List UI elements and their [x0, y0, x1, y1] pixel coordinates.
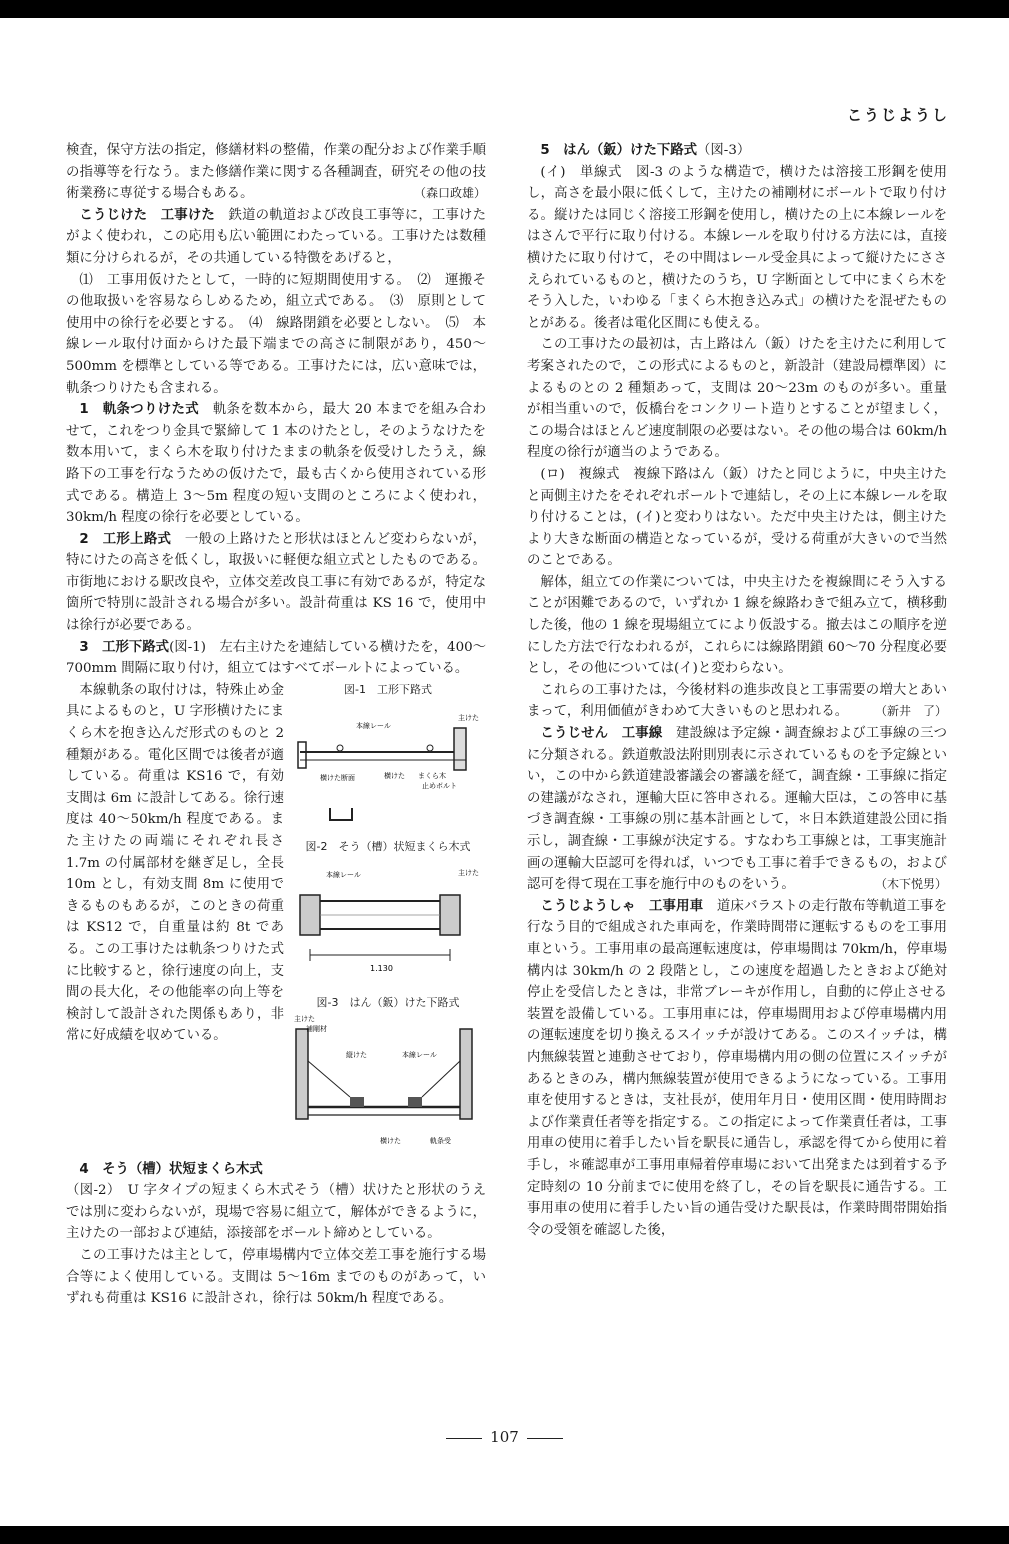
right-column — [527, 140, 947, 1241]
entry-heading: こうじようしゃ 工事用車 — [540, 898, 704, 914]
figure-label: 主けた — [458, 869, 479, 878]
section-5-history: この工事けたの最初は，古上路はん（鈑）けたを主けたに利用して考案されたので，この形式によるものと，新設計（建設局標準図）によるものとの 2 種類あって，支間は 20～23m のものが多い。重量が相当重いので，仮橋台をコンクリート造りとすることが望ましく，この場合はほとんど速度制限の必要はない。その他の場合は 60km/h 程度の徐行が適当のようである。 — [527, 337, 947, 461]
section-1: 1 軌条つりけた式 軌条を数本から，最大 20 本までを組み合わせて，これをつり金具で緊締して 1 本のけたとし，そのようなけたを数本用いて，まくら木を取り付けたままの軌条を仮受けしたうえ，線路下の工事を行なうための仮けたで，最も古くから使用されている形式である。構造上 3～5m 程度の短い支間のところによく使われ，30km/h 程度の徐行を必要としている。 — [66, 402, 486, 526]
section-5: 5 はん（鈑）けた下路式（図-3） — [540, 143, 751, 158]
dimension-label: 1.130 — [370, 964, 393, 974]
figure-label: 本線レール — [326, 871, 361, 880]
figure-label: 止めボルト — [422, 781, 457, 790]
author-signature: （木下悦男） — [874, 877, 947, 892]
paragraph: 検査，保守方法の指定，修繕材料の整備，作業の配分および作業手順の指導等を行なう。また修繕作業に関する各種調査，研究その他の技術業務に専従する場合もある。 （森口政雄） — [66, 140, 486, 205]
section-4-body: （図-2） U 字タイプの短まくら木式そう（槽）状けたと形状のうえでは別に変わらないが，現場で容易に組立て，解体ができるように，主けたの一部および連結，添接部をボールト締めとしている。 — [66, 1183, 486, 1242]
author-signature: （新井 了） — [874, 704, 947, 719]
figure-label: 補剛材 — [306, 1025, 327, 1034]
figure-label: 本線レール — [402, 1051, 437, 1060]
figure-label: 横けた断面 — [320, 773, 355, 782]
author-signature: （森口政雄） — [413, 186, 486, 201]
figure-1-caption: 図-1 工形下路式 — [344, 682, 432, 696]
figure-label: 横けた — [380, 1137, 401, 1146]
section-5-double-track: (ロ) 複線式 複線下路はん（鈑）けたと同じように，中央主けたと両側主けたをそれぞれボールトで連結し，その上に本線レールを取り付けることは，(イ)と変わりはない。ただ中央主けたは，側主けたより大きな断面の構造となっているが，受ける荷重が大きいので当然のことである。 — [527, 466, 947, 569]
section-3: 3 工形下路式(図-1) 左右主けたを連結している横けたを，400～700mm 間隔に取り付け，組立てはすべてボールトによっている。 — [66, 639, 487, 677]
figure-label: 横けた — [384, 771, 405, 780]
section-5-single-track: (イ) 単線式 図-3 のような構造で，横けたは溶接工形鋼を使用し，高さを最小限に低くして，主けたの補剛材にボールトで取り付ける。縦けたは同じく溶接工形鋼を使用し，横けたの上に本線レールをはさんで平行に取り付ける。本線レールを取り付ける方法には，直接横けたに取り付けて，その中間はレール受金具によって縦けたにささえられているものと，横けたのうち，U 字断面として中にまくら木をそう入した，いわゆる「まくら木抱き込み式」の横けたを混ぜたものとがある。後者は電化区間にも使える。 — [527, 164, 947, 331]
figure-3-diagram — [290, 1011, 486, 1151]
figure-2-diagram — [290, 855, 486, 985]
left-column — [66, 140, 486, 1310]
section-5-assembly: 解体，組立ての作業については，中央主けたを複線間にそう入することが困難であるので，いずれか 1 線を線路わきで組み立て，横移動した後，他の 1 線を現場組立てにより仮設する。撤去はこの順序を逆にした方法で行なわれるが，これらには線路閉鎖 60～70 分程度必要とし，その他については(イ)と変わらない。 — [527, 574, 947, 677]
feature-list: ⑴ 工事用仮けたとして，一時的に短期間使用する。 ⑵ 運搬その他取扱いを容易ならしめるため，組立式である。 ⑶ 原則として使用中の徐行を必要とする。 ⑷ 線路閉鎖を必要としない。 ⑸ 本線レール取付け面からけた最下端までの高さに制限があり，450～500mm を標準としている等である。工事けたには，広い意味では，軌条つりけたも含まれる。 — [66, 272, 486, 396]
entry-koujisen: こうじせん 工事線 建設線は予定線・調査線および工事線の三つに分類される。鉄道敷設法附則別表に示されているものを予定線といい，この中から鉄道建設審議会の審議を経て，調査線・工事線に指定の建議がなされ，運輸大臣に答申される。運輸大臣は，この答申に基づき調査線・工事線の別に基本計画として，＊日本鉄道建設公団に指示し，調査線・工事線が決定する。すなわち工事線とは，工事実施計画の運輸大臣認可を得れば，いつでも工事に着手できるもの，および認可を得て現在工事を施行中のものをいう。 （木下悦男） — [527, 723, 947, 896]
figure-label: 軌条受 — [430, 1137, 451, 1146]
page-number: 107 — [0, 1428, 1009, 1446]
entry-heading: こうじけた 工事けた — [79, 207, 215, 223]
figure-3-caption: 図-3 はん（鈑）けた下路式 — [316, 996, 460, 1010]
entry-koujiketa: こうじけた 工事けた 鉄道の軌道および改良工事等に，工事けたがよく使われ，この応用も広い範囲にわたっている。工事けたは数種類に分けられるが，その共通している特徴をあげると， — [66, 207, 487, 266]
entry-heading: こうじせん 工事線 — [540, 726, 663, 742]
top-border — [0, 0, 1009, 18]
section-4-continued: この工事けたは主として，停車場構内で立体交差工事を施行する場合等によく使用している。支間は 5～16m までのものがあって，いずれも荷重は KS16 に設計され，徐行は 50km/h 程度である。 — [66, 1248, 486, 1307]
figure-2-caption: 図-2 そう（槽）状短まくら木式 — [305, 840, 471, 854]
figure-label: 主けた — [458, 713, 479, 722]
section-3-continued: 本線軌条の取付けは，特殊止め金具によるものと，U 字形横けたにまくら木を抱き込んだ形式のものと 2 種類がある。電化区間では後者が適している。荷重は KS16 で，有効支間は 6m に設計してある。徐行速度は 40～50km/h 程度である。また主けたの両端にそれぞれ長さ 1.7m の付属部材を継ぎ足し，全長 10m とし，有効支間 8m に使用できるものもあるが，このときの荷重は KS12 で，自重量は約 8t である。この工事けたは軌条つりけた式に比較すると，徐行速度の向上，支間の長大化，その他能率の向上等を検討して設計された関係もあり，非常に好成績を収めている。 — [66, 682, 284, 1044]
running-header: こうじようし — [846, 106, 949, 124]
figure-1-diagram — [290, 698, 486, 830]
entry-koujiyousha: こうじようしゃ 工事用車 道床バラストの走行散布等軌道工事を行なう目的で組成された車両を，作業時間帯に運転するものを工事用車という。工事用車の最高運転速度は，停車場間は 70km/h，停車場構内は 30km/h の 2 段階とし，この速度を超過したときおよび絶対停止を受信したときは，非常ブレーキが作用し，自動的に停止させる装置を設備している。工事用車には，停車場間用および停車場構内用の運転速度を切り換えるスイッチが設けてある。このスイッチは，構内無線装置と連動させており，停車場構内用の側の位置にスイッチがあるときのみ，構内無線装置が使用できるようになっている。工事用車を使用するときは，支社長が，使用年月日・使用区間・使用時間および作業責任者等を指定する。この指定によって作業責任者は，工事用車の使用に着手したい旨を駅長に通告し，承認を得てから使用に着手し，＊確認車が工事用車帰着停車場において出発または到着する予定時刻の 10 分前までに使用を終了し，その旨を駅長に通告する。工事用車の使用に着手したい旨の通告受けた駅長は，作業時間帯開始指令の受領を確認した後， — [527, 898, 947, 1238]
figure-label: まくら木 — [418, 771, 446, 780]
figure-label: 本線レール — [356, 721, 391, 730]
figures-column — [290, 680, 486, 1159]
section-5-summary: これらの工事けたは，今後材料の進歩改良と工事需要の増大とあいまって，利用価値がきわめて大きいものと思われる。 （新井 了） — [527, 680, 947, 723]
section-2: 2 工形上路式 一般の上路けたと形状はほとんど変わらないが，特にけたの高さを低くし，取扱いに軽便な組立式としたものである。市街地における駅改良や，立体交差改良工事に有効であるが，特定な箇所で特別に設計される場合が多い。設計荷重は KS 16 で，使用中は徐行が必要である。 — [66, 531, 486, 634]
section-4: 4 そう（槽）状短まくら木式 — [79, 1161, 263, 1177]
figure-label: 主けた — [294, 1015, 315, 1024]
bottom-border — [0, 1526, 1009, 1544]
figure-label: 縦けた — [346, 1051, 367, 1060]
